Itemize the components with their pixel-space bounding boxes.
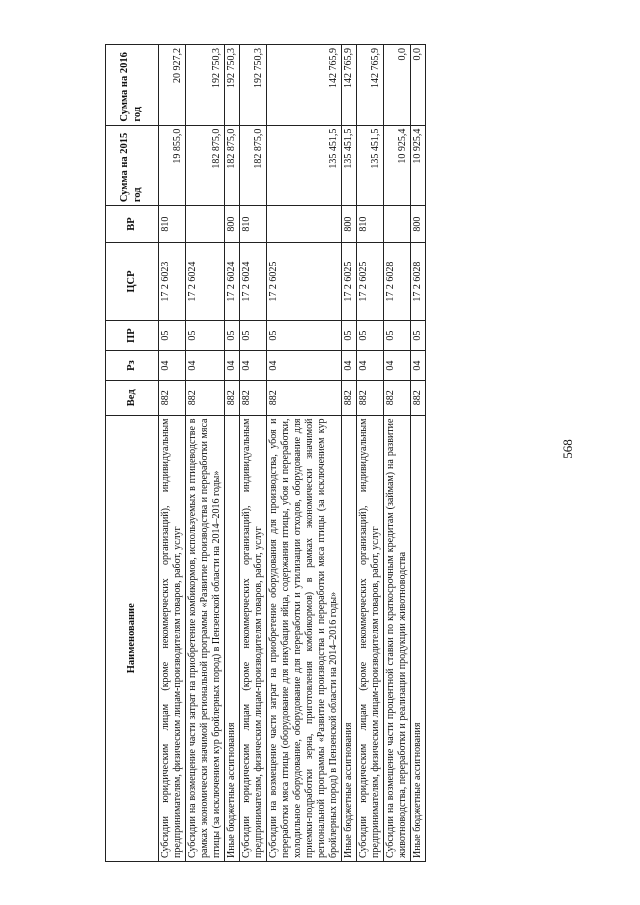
cell-amount-2015: 182 875,0 [225, 125, 240, 206]
cell-ved: 882 [357, 381, 384, 416]
table-row [186, 45, 225, 862]
cell-csr: 17 2 6028 [384, 242, 411, 320]
cell-name: Иные бюджетные ассигнования [411, 415, 426, 861]
cell-amount-2016: 142 765,9 [357, 45, 384, 126]
cell-name: Субсидии на возмещение части затрат на приобретение комбикормов, используемых в птицеводстве в рамках экономически значимой региональной программы «Развитие производства и переработки мяса птицы (за исключением кур бройлерных пород) в Пензенской области на 2014–2016 годы» [186, 415, 225, 861]
cell-name: Субсидии юридическим лицам (кроме некоммерческих организаций), индивидуальным предпринимателям, физическим лицам-производителям товаров, работ, услуг [357, 415, 384, 861]
cell-vr: 800 [225, 206, 240, 243]
header-vr: ВР [106, 206, 159, 243]
cell-amount-2015: 182 875,0 [240, 125, 267, 206]
budget-table-container [105, 44, 531, 862]
cell-csr: 17 2 6028 [411, 242, 426, 320]
cell-amount-2016: 142 765,9 [342, 45, 357, 126]
cell-csr: 17 2 6023 [159, 242, 186, 320]
cell-vr [267, 206, 342, 243]
table-row [384, 45, 411, 862]
cell-amount-2016: 0,0 [384, 45, 411, 126]
cell-amount-2015: 10 925,4 [411, 125, 426, 206]
header-pr: ПР [106, 321, 159, 351]
cell-vr [384, 206, 411, 243]
cell-ved: 882 [186, 381, 225, 416]
rotated-table-frame [105, 44, 531, 862]
cell-pr: 05 [240, 321, 267, 351]
cell-pr: 05 [411, 321, 426, 351]
cell-vr: 810 [357, 206, 384, 243]
cell-amount-2015: 135 451,5 [357, 125, 384, 206]
cell-rz: 04 [225, 351, 240, 381]
cell-ved: 882 [411, 381, 426, 416]
cell-rz: 04 [186, 351, 225, 381]
cell-pr: 05 [342, 321, 357, 351]
cell-name: Субсидии на возмещение части процентной ставки по краткосрочным кредитам (займам) на развитие животноводства, переработки и реализации продукции животноводства [384, 415, 411, 861]
cell-rz: 04 [342, 351, 357, 381]
cell-pr: 05 [159, 321, 186, 351]
cell-name: Субсидии на возмещение части затрат на приобретение оборудования для производства, убоя и переработки мяса птицы (оборудование для инкубации яйца, содержания птицы, убоя и переработки, холодильное оборудование, оборудование для переработки и утилизации отходов, оборудование для приемки-подработки зерна, приготовления комбикормов) в рамках экономически значимой региональной программы «Развитие производства и переработки мяса птицы (за исключением кур бройлерных пород) в Пензенской области на 2014–2016 годы» [267, 415, 342, 861]
cell-ved: 882 [159, 381, 186, 416]
cell-amount-2015: 135 451,5 [342, 125, 357, 206]
cell-ved: 882 [225, 381, 240, 416]
cell-vr [186, 206, 225, 243]
header-ved: Вед [106, 381, 159, 416]
table-row [159, 45, 186, 862]
cell-amount-2016: 20 927,2 [159, 45, 186, 126]
cell-rz: 04 [411, 351, 426, 381]
cell-rz: 04 [240, 351, 267, 381]
cell-amount-2016: 142 765,9 [267, 45, 342, 126]
cell-amount-2015: 19 855,0 [159, 125, 186, 206]
cell-pr: 05 [186, 321, 225, 351]
header-csr: ЦСР [106, 242, 159, 320]
cell-rz: 04 [384, 351, 411, 381]
cell-csr: 17 2 6024 [225, 242, 240, 320]
cell-name: Иные бюджетные ассигнования [225, 415, 240, 861]
table-row [411, 45, 426, 862]
cell-ved: 882 [342, 381, 357, 416]
header-amount-2016: Сумма на 2016 год [106, 45, 159, 126]
header-name: Наименование [106, 415, 159, 861]
cell-csr: 17 2 6024 [186, 242, 225, 320]
cell-amount-2016: 192 750,3 [240, 45, 267, 126]
cell-rz: 04 [357, 351, 384, 381]
cell-csr: 17 2 6025 [357, 242, 384, 320]
cell-amount-2015: 182 875,0 [186, 125, 225, 206]
cell-amount-2015: 10 925,4 [384, 125, 411, 206]
cell-name: Иные бюджетные ассигнования [342, 415, 357, 861]
cell-name: Субсидии юридическим лицам (кроме некоммерческих организаций), индивидуальным предпринимателям, физическим лицам-производителям товаров, работ, услуг [159, 415, 186, 861]
cell-amount-2015: 135 451,5 [267, 125, 342, 206]
table-header-row [106, 45, 159, 862]
table-row [225, 45, 240, 862]
cell-vr: 800 [411, 206, 426, 243]
cell-pr: 05 [267, 321, 342, 351]
cell-pr: 05 [384, 321, 411, 351]
table-row [240, 45, 267, 862]
table-row [357, 45, 384, 862]
cell-amount-2016: 0,0 [411, 45, 426, 126]
cell-rz: 04 [159, 351, 186, 381]
cell-csr: 17 2 6024 [240, 242, 267, 320]
table-row [267, 45, 342, 862]
cell-csr: 17 2 6025 [267, 242, 342, 320]
cell-vr: 800 [342, 206, 357, 243]
cell-amount-2016: 192 750,3 [186, 45, 225, 126]
cell-vr: 810 [159, 206, 186, 243]
page-number: 568 [560, 439, 575, 459]
budget-table [105, 44, 426, 862]
cell-ved: 882 [267, 381, 342, 416]
cell-vr: 810 [240, 206, 267, 243]
cell-ved: 882 [240, 381, 267, 416]
table-row [342, 45, 357, 862]
cell-ved: 882 [384, 381, 411, 416]
cell-pr: 05 [225, 321, 240, 351]
cell-rz: 04 [267, 351, 342, 381]
header-rz: Рз [106, 351, 159, 381]
header-amount-2015: Сумма на 2015 год [106, 125, 159, 206]
cell-name: Субсидии юридическим лицам (кроме некоммерческих организаций), индивидуальным предпринимателям, физическим лицам-производителям товаров, работ, услуг [240, 415, 267, 861]
cell-csr: 17 2 6025 [342, 242, 357, 320]
cell-amount-2016: 192 750,3 [225, 45, 240, 126]
cell-pr: 05 [357, 321, 384, 351]
